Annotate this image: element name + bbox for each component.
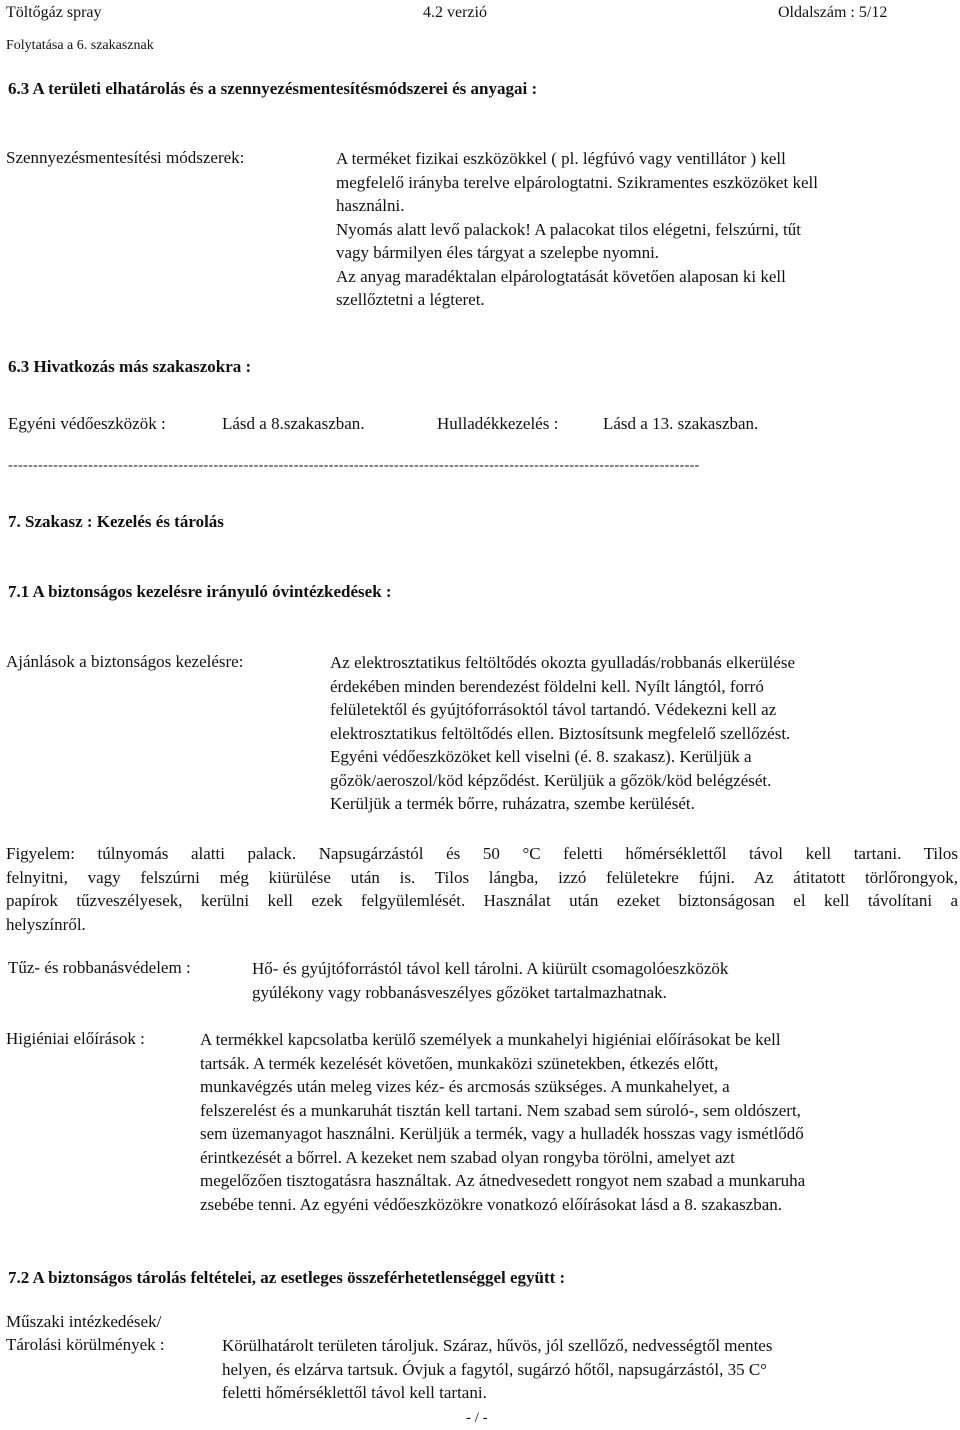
text-line: vagy bármilyen éles tárgyat a szelepbe nyomni.	[336, 243, 660, 262]
text-line: gőzök/aeroszol/köd képződést. Kerüljük a gőzök/köd belégzését.	[330, 770, 772, 790]
waste-label: Hulladékkezelés :	[437, 414, 559, 433]
text-line: megfelelő irányba terelve elpárologtatni. Szikramentes eszközöket kell	[336, 172, 818, 192]
text-line: helyen, és elzárva tartsuk. Óvjuk a fagytól, sugárzó hőtől, napsugárzástól, 35 C°	[222, 1359, 767, 1379]
text-line: sem üzemanyagot használni. Kerüljük a termék, vagy a hulladék hosszas vagy ismétlődő	[200, 1124, 804, 1143]
decontamination-text	[336, 147, 818, 312]
section-divider: ------------------------------------------------------------------------------------------------------------------------------------------	[8, 458, 700, 473]
text-line: szellőztetni a légteret.	[336, 290, 485, 309]
text-line: felületektől és gyújtóforrásoktól távol tartandó. Védekezni kell az	[330, 700, 777, 719]
storage-label-line1: Műszaki intézkedések/	[6, 1312, 162, 1331]
text-line: felnyitni, vagy felszúrni még kiürülése után is. Tilos lángba, izzó felületekre fújni. Az átitatott törlőrongyok,	[6, 867, 958, 887]
fire-protection-text	[252, 957, 728, 1004]
storage-label-line2: Tárolási körülmények :	[6, 1335, 165, 1354]
text-line: elektrosztatikus feltöltődés ellen. Biztosítsunk megfelelő szellőzést.	[330, 723, 791, 743]
section-6-3-title: 6.3 A területi elhatárolás és a szennyezésmentesítésmódszerei és anyagai :	[8, 79, 538, 98]
page-footer-marker: - / -	[466, 1410, 488, 1426]
section-7-1-title: 7.1 A biztonságos kezelésre irányuló óvintézkedések :	[8, 582, 392, 601]
safe-handling-text	[330, 651, 795, 816]
warning-paragraph	[6, 842, 958, 936]
storage-text	[222, 1334, 772, 1405]
text-line: Figyelem: túlnyomás alatti palack. Napsugárzástól és 50 °C feletti hőmérséklettől távol kell tartani. Tilos	[6, 844, 958, 863]
text-line: helyszínről.	[6, 914, 86, 934]
section-7-2-title: 7.2 A biztonságos tárolás feltételei, az esetleges összeférhetetlenséggel együtt :	[8, 1268, 566, 1287]
fire-protection-label: Tűz- és robbanásvédelem :	[8, 958, 191, 977]
text-line: érintkezését a bőrrel. A kezeket nem szabad olyan rongyba törölni, amelyet azt	[200, 1147, 735, 1167]
text-line: Nyomás alatt levő palackok! A palacokat tilos elégetni, felszúrni, tűt	[336, 219, 802, 239]
waste-reference: Lásd a 13. szakaszban.	[603, 414, 759, 433]
text-line: használni.	[336, 196, 405, 215]
text-line: érdekében minden berendezést földelni kell. Nyílt lángtól, forró	[330, 676, 764, 696]
header-continuation: Folytatása a 6. szakasznak	[6, 38, 154, 53]
text-line: Az elektrosztatikus feltöltődés okozta gyulladás/robbanás elkerülése	[330, 653, 795, 672]
hygiene-label: Higiéniai előírások :	[6, 1029, 145, 1048]
text-line: felszerelést és a munkaruhát tisztán kell tartani. Nem szabad sem súroló-, sem oldószert,	[200, 1100, 801, 1120]
section-7-title: 7. Szakasz : Kezelés és tárolás	[8, 512, 224, 531]
text-line: munkavégzés után meleg vizes kéz- és arcmosás szükséges. A munkahelyet, a	[200, 1077, 730, 1096]
text-line: Egyéni védőeszközöket kell viselni (é. 8. szakasz). Kerüljük a	[330, 747, 752, 766]
text-line: Az anyag maradéktalan elpárologtatását követően alaposan ki kell	[336, 266, 786, 286]
text-line: megelőzően tisztogatásra használtak. Az átnedvesedett rongyot nem szabad a munkaruha	[200, 1171, 806, 1190]
text-line: A terméket fizikai eszközökkel ( pl. légfúvó vagy ventillátor ) kell	[336, 149, 786, 168]
text-line: Hő- és gyújtóforrástól távol kell tárolni. A kiürült csomagolóeszközök	[252, 959, 729, 978]
text-line: feletti hőmérséklettől távol kell tartani.	[222, 1383, 487, 1402]
decontamination-label: Szennyezésmentesítési módszerek:	[6, 148, 245, 167]
header-product-name: Töltőgáz spray	[6, 4, 102, 21]
safe-handling-label: Ajánlások a biztonságos kezelésre:	[6, 652, 244, 671]
text-line: A termékkel kapcsolatba kerülő személyek a munkahelyi higiéniai előírásokat be kell	[200, 1030, 781, 1049]
text-line: papírok tűzveszélyesek, kerülni kell ezek felgyülemlését. Használat után ezeket biztonságosan el kell távolítani a	[6, 891, 958, 910]
header-page-number: Oldalszám : 5/12	[778, 4, 888, 21]
ppe-label: Egyéni védőeszközök :	[8, 414, 166, 433]
hygiene-text	[200, 1028, 805, 1216]
text-line: tartsák. A termék kezelését követően, munkaközi szünetekben, étkezés előtt,	[200, 1053, 719, 1073]
section-6-3-references-title: 6.3 Hivatkozás más szakaszokra :	[8, 357, 252, 376]
text-line: gyúlékony vagy robbanásveszélyes gőzöket tartalmazhatnak.	[252, 982, 667, 1002]
text-line: Körülhatárolt területen tároljuk. Száraz, hűvös, jól szellőző, nedvességtől mentes	[222, 1336, 773, 1355]
text-line: Kerüljük a termék bőrre, ruházatra, szembe kerülését.	[330, 794, 695, 813]
ppe-reference: Lásd a 8.szakaszban.	[222, 414, 365, 433]
header-version: 4.2 verzió	[423, 4, 487, 21]
text-line: zsebébe tenni. Az egyéni védőeszközökre vonatkozó előírásokat lásd a 8. szakaszban.	[200, 1194, 783, 1214]
